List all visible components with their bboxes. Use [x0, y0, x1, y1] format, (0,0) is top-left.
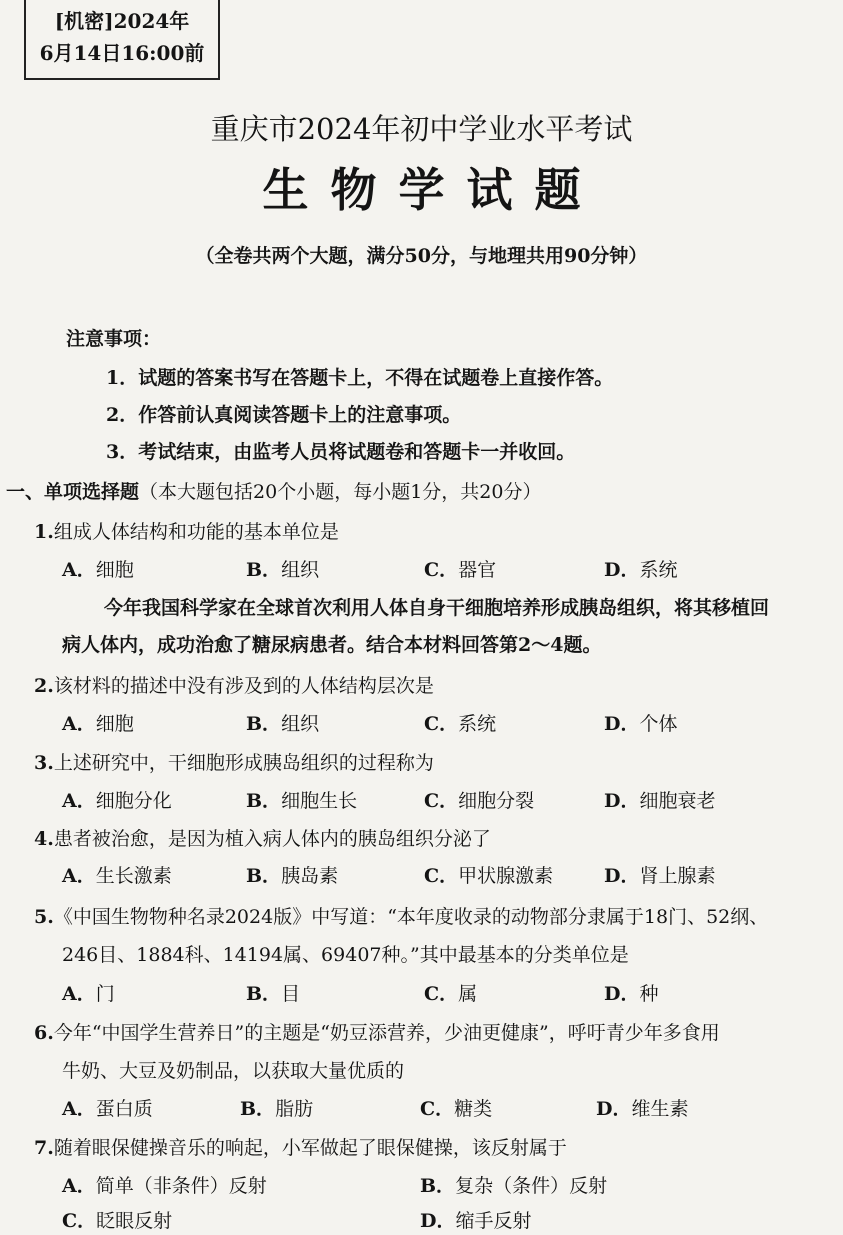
option-letter: C．	[424, 713, 459, 735]
option-text: 目	[281, 983, 301, 1005]
notice-item: 2．作答前认真阅读答题卡上的注意事项。	[106, 404, 462, 426]
exam-info: （全卷共两个大题，满分50分，与地理共用90分钟）	[195, 245, 648, 267]
option-a	[62, 1095, 153, 1123]
question-5	[34, 903, 768, 931]
option-b	[246, 787, 357, 815]
section-heading	[6, 478, 541, 506]
option-d	[604, 980, 659, 1008]
subject-title: 生物学试题	[262, 163, 603, 217]
question-number: 1.	[34, 521, 54, 543]
option-b	[246, 980, 300, 1008]
option-letter: A．	[62, 983, 96, 1005]
question-3	[34, 749, 434, 777]
option-letter: B．	[246, 790, 282, 812]
option-text: 种	[639, 983, 659, 1005]
option-text: 眨眼反射	[96, 1210, 173, 1232]
option-letter: D．	[604, 559, 640, 581]
confidential-stamp-box	[24, 0, 220, 80]
notice-item: 1．试题的答案书写在答题卡上，不得在试题卷上直接作答。	[106, 367, 614, 389]
option-text: 胰岛素	[281, 865, 339, 887]
option-letter: C．	[420, 1098, 455, 1120]
question-number: 6.	[34, 1022, 54, 1044]
option-letter: B．	[420, 1175, 456, 1197]
option-b	[246, 862, 338, 890]
option-text: 脂肪	[275, 1098, 314, 1120]
option-text: 生长激素	[95, 865, 172, 887]
question-number: 4.	[34, 828, 54, 850]
option-letter: A．	[62, 790, 96, 812]
question-stem: 患者被治愈，是因为植入病人体内的胰岛组织分泌了	[53, 828, 491, 850]
option-letter: B．	[246, 865, 282, 887]
option-letter: D．	[604, 983, 640, 1005]
option-text: 细胞	[95, 559, 134, 581]
confidential-line-2: 6月14日16:00前	[39, 41, 205, 65]
option-b	[420, 1172, 607, 1200]
option-text: 简单（非条件）反射	[95, 1175, 267, 1197]
option-b	[246, 710, 319, 738]
option-letter: A．	[62, 559, 96, 581]
option-a	[62, 1172, 267, 1200]
option-text: 属	[458, 983, 478, 1005]
question-2	[34, 672, 434, 700]
option-letter: D．	[604, 865, 640, 887]
question-number: 5.	[34, 906, 54, 928]
option-text: 器官	[458, 559, 497, 581]
option-letter: C．	[424, 983, 459, 1005]
question-number: 2.	[34, 675, 54, 697]
question-6	[34, 1019, 720, 1047]
option-a	[62, 787, 172, 815]
passage-line-2: 病人体内，成功治愈了糖尿病患者。结合本材料回答第2～4题。	[62, 634, 602, 656]
option-letter: B．	[246, 559, 282, 581]
question-stem: 组成人体结构和功能的基本单位是	[53, 521, 339, 543]
question-5-continuation: 246目、1884科、14194属、69407种。”其中最基本的分类单位是	[62, 944, 629, 966]
option-letter: A．	[62, 1175, 96, 1197]
question-stem: 《中国生物物种名录2024版》中写道：“本年度收录的动物部分隶属于18门、52纲、	[53, 906, 769, 928]
option-text: 维生素	[631, 1098, 689, 1120]
option-a	[62, 862, 172, 890]
option-c	[424, 710, 496, 738]
question-stem: 该材料的描述中没有涉及到的人体结构层次是	[53, 675, 434, 697]
option-text: 系统	[639, 559, 678, 581]
option-c	[424, 787, 534, 815]
question-7	[34, 1134, 567, 1162]
option-text: 门	[95, 983, 115, 1005]
option-text: 细胞衰老	[639, 790, 716, 812]
option-c	[62, 1207, 172, 1235]
option-letter: C．	[62, 1210, 97, 1232]
option-text: 组织	[281, 559, 320, 581]
option-letter: D．	[604, 713, 640, 735]
option-c	[424, 556, 496, 584]
option-letter: C．	[424, 790, 459, 812]
option-c	[420, 1095, 492, 1123]
option-letter: C．	[424, 559, 459, 581]
notice-heading: 注意事项：	[66, 328, 162, 350]
question-stem: 上述研究中，干细胞形成胰岛组织的过程称为	[53, 752, 434, 774]
question-number: 3.	[34, 752, 54, 774]
option-text: 肾上腺素	[639, 865, 716, 887]
option-a	[62, 980, 115, 1008]
option-c	[424, 980, 477, 1008]
option-letter: A．	[62, 865, 96, 887]
option-text: 糖类	[454, 1098, 493, 1120]
option-d	[604, 556, 678, 584]
option-text: 细胞分化	[95, 790, 172, 812]
option-d	[420, 1207, 532, 1235]
question-stem: 随着眼保健操音乐的响起，小军做起了眼保健操，该反射属于	[53, 1137, 567, 1159]
option-text: 缩手反射	[455, 1210, 532, 1232]
option-text: 细胞生长	[281, 790, 358, 812]
option-letter: D．	[420, 1210, 456, 1232]
exam-title: 重庆市2024年初中学业水平考试	[210, 112, 633, 146]
section-description: （本大题包括20个小题，每小题1分，共20分）	[139, 481, 542, 503]
option-d	[596, 1095, 689, 1123]
option-c	[424, 862, 553, 890]
option-text: 系统	[458, 713, 497, 735]
option-letter: D．	[596, 1098, 632, 1120]
option-b	[246, 556, 319, 584]
option-letter: B．	[246, 713, 282, 735]
option-text: 细胞	[95, 713, 134, 735]
option-d	[604, 862, 716, 890]
option-letter: B．	[246, 983, 282, 1005]
option-text: 甲状腺激素	[458, 865, 554, 887]
question-stem: 今年“中国学生营养日”的主题是“奶豆添营养，少油更健康”，呼吁青少年多食用	[53, 1022, 720, 1044]
option-letter: C．	[424, 865, 459, 887]
question-4	[34, 825, 491, 853]
option-a	[62, 556, 134, 584]
section-label: 一、单项选择题	[6, 481, 140, 503]
option-text: 复杂（条件）反射	[455, 1175, 608, 1197]
option-letter: B．	[240, 1098, 276, 1120]
passage-line-1: 今年我国科学家在全球首次利用人体自身干细胞培养形成胰岛组织，将其移植回	[104, 597, 770, 619]
question-6-continuation: 牛奶、大豆及奶制品，以获取大量优质的	[62, 1060, 405, 1082]
option-b	[240, 1095, 313, 1123]
option-letter: A．	[62, 713, 96, 735]
notice-item: 3．考试结束，由监考人员将试题卷和答题卡一并收回。	[106, 441, 576, 463]
option-text: 个体	[639, 713, 678, 735]
option-letter: A．	[62, 1098, 96, 1120]
option-text: 细胞分裂	[458, 790, 535, 812]
confidential-line-1: [机密]2024年	[54, 9, 190, 33]
option-letter: D．	[604, 790, 640, 812]
question-number: 7.	[34, 1137, 54, 1159]
option-text: 组织	[281, 713, 320, 735]
option-a	[62, 710, 134, 738]
option-d	[604, 710, 678, 738]
option-text: 蛋白质	[95, 1098, 153, 1120]
option-d	[604, 787, 716, 815]
question-1	[34, 518, 339, 546]
